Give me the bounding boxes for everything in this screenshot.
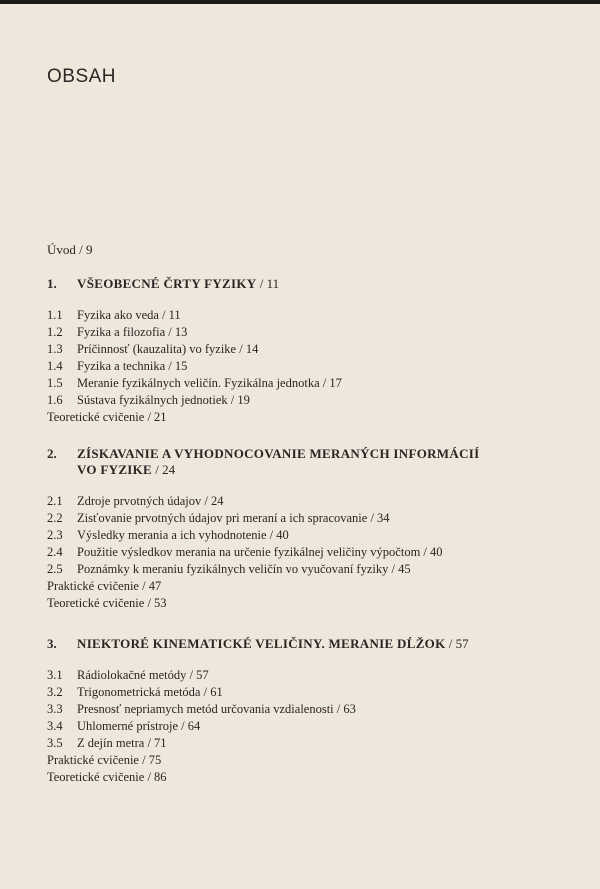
chapter-title <box>77 636 567 652</box>
chapter-page: / 11 <box>256 276 280 291</box>
chapter-title-text-line2: VO FYZIKE <box>77 462 153 477</box>
entry-number: 3.1 <box>47 668 63 682</box>
toc-entry <box>47 561 567 578</box>
toc-entry <box>47 358 567 375</box>
toc-entry <box>47 324 567 341</box>
entry-text: Fyzika a filozofia / 13 <box>77 325 188 339</box>
chapter-title-text: ZÍSKAVANIE A VYHODNOCOVANIE MERANÝCH INFORMÁCIÍ <box>77 446 480 461</box>
chapter-items <box>47 307 567 426</box>
entry-number: 1.6 <box>47 393 63 407</box>
exercise-entry: Praktické cvičenie / 75 <box>47 753 162 767</box>
chapter-title <box>77 446 567 478</box>
toc-entry <box>47 544 567 561</box>
toc-entry <box>47 307 567 324</box>
entry-text: Uhlomerné prístroje / 64 <box>77 719 201 733</box>
page-title: OBSAH <box>47 66 117 87</box>
toc-entry <box>47 341 567 358</box>
toc-entry <box>47 527 567 544</box>
toc-entry <box>47 392 567 409</box>
chapter-title-text: VŠEOBECNÉ ČRTY FYZIKY <box>77 276 257 291</box>
entry-text: Trigonometrická metóda / 61 <box>77 685 223 699</box>
toc-entry <box>47 493 567 510</box>
toc-entry <box>47 375 567 392</box>
entry-text: Zisťovanie prvotných údajov pri meraní a ich spracovanie / 34 <box>77 511 390 525</box>
chapter-number: 1. <box>47 276 57 291</box>
entry-text: Fyzika a technika / 15 <box>77 359 188 373</box>
exercise-entry: Teoretické cvičenie / 53 <box>47 596 167 610</box>
entry-number: 1.1 <box>47 308 63 322</box>
toc-entry <box>47 718 567 735</box>
toc-entry <box>47 701 567 718</box>
toc-entry <box>47 510 567 527</box>
entry-text: Príčinnosť (kauzalita) vo fyzike / 14 <box>77 342 259 356</box>
chapter-number: 2. <box>47 446 57 461</box>
entry-text: Použitie výsledkov merania na určenie fyzikálnej veličiny výpočtom / 40 <box>77 545 443 559</box>
entry-number: 2.5 <box>47 562 63 576</box>
entry-text: Z dejín metra / 71 <box>77 736 167 750</box>
entry-number: 3.4 <box>47 719 63 733</box>
chapter-heading <box>47 446 567 478</box>
entry-number: 3.3 <box>47 702 63 716</box>
chapter-items <box>47 667 567 786</box>
page-top-edge <box>0 0 600 4</box>
entry-text: Rádiolokačné metódy / 57 <box>77 668 209 682</box>
chapter-title-text: NIEKTORÉ KINEMATICKÉ VELIČINY. MERANIE DĹŽOK <box>77 636 446 651</box>
chapter-page: / 57 <box>445 636 469 651</box>
toc-entry <box>47 667 567 684</box>
entry-number: 2.4 <box>47 545 63 559</box>
chapter-page: / 24 <box>152 462 176 477</box>
exercise-entry: Teoretické cvičenie / 21 <box>47 410 167 424</box>
entry-text: Fyzika ako veda / 11 <box>77 308 181 322</box>
entry-number: 2.1 <box>47 494 63 508</box>
entry-text: Výsledky merania a ich vyhodnotenie / 40 <box>77 528 289 542</box>
entry-number: 2.3 <box>47 528 63 542</box>
entry-number: 2.2 <box>47 511 63 525</box>
toc-entry <box>47 684 567 701</box>
chapter-title <box>77 276 567 292</box>
exercise-entry: Teoretické cvičenie / 86 <box>47 770 167 784</box>
entry-text: Poznámky k meraniu fyzikálnych veličín vo vyučovaní fyziky / 45 <box>77 562 411 576</box>
chapter-items <box>47 493 567 612</box>
chapter-heading <box>47 636 567 652</box>
entry-text: Presnosť nepriamych metód určovania vzdialenosti / 63 <box>77 702 356 716</box>
entry-number: 1.2 <box>47 325 63 339</box>
toc-intro-entry: Úvod / 9 <box>47 242 93 257</box>
chapter-1 <box>47 276 567 426</box>
chapter-2 <box>47 446 567 612</box>
chapter-heading <box>47 276 567 292</box>
entry-text: Zdroje prvotných údajov / 24 <box>77 494 224 508</box>
entry-number: 3.2 <box>47 685 63 699</box>
chapter-number: 3. <box>47 636 57 651</box>
entry-number: 3.5 <box>47 736 63 750</box>
entry-number: 1.5 <box>47 376 63 390</box>
entry-number: 1.3 <box>47 342 63 356</box>
toc-entry <box>47 735 567 752</box>
entry-text: Meranie fyzikálnych veličín. Fyzikálna jednotka / 17 <box>77 376 342 390</box>
exercise-entry: Praktické cvičenie / 47 <box>47 579 162 593</box>
entry-number: 1.4 <box>47 359 63 373</box>
entry-text: Sústava fyzikálnych jednotiek / 19 <box>77 393 250 407</box>
chapter-3 <box>47 636 567 786</box>
